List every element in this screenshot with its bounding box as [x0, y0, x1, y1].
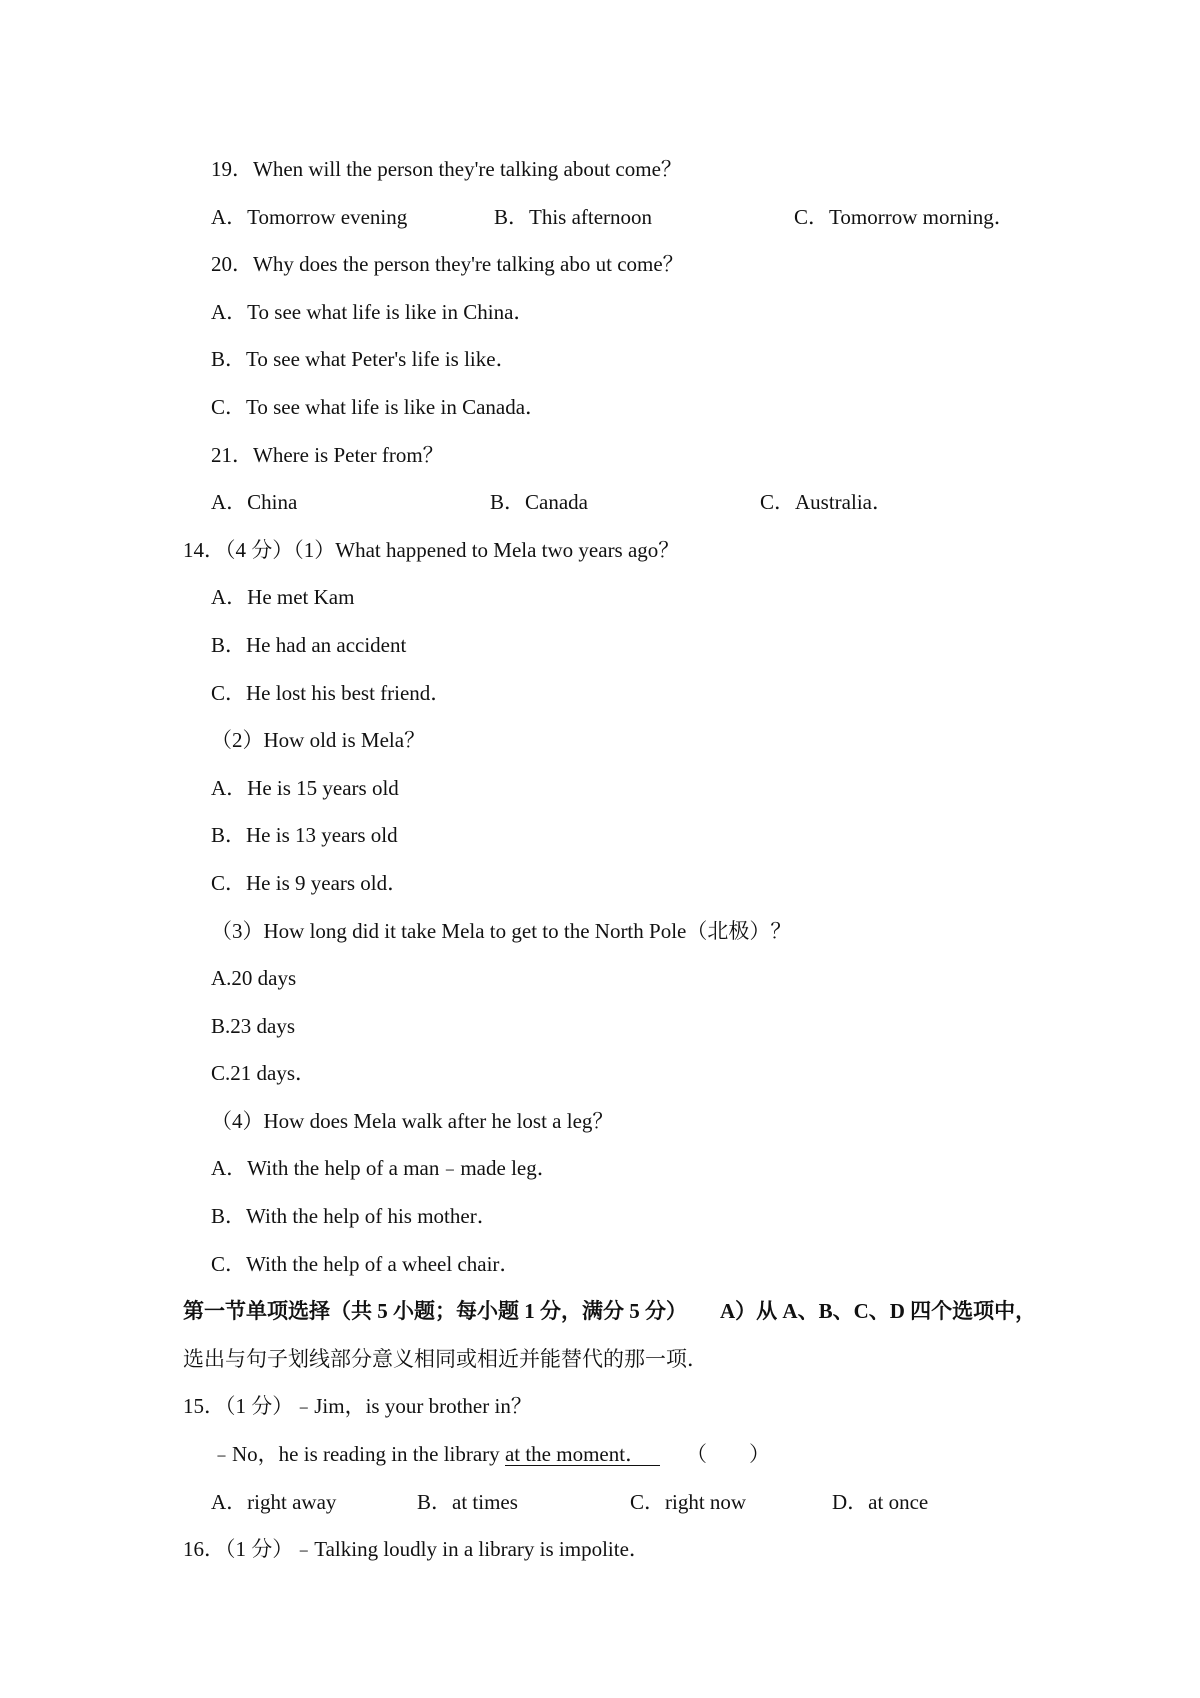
option-c: C．Tomorrow morning． — [794, 204, 1015, 229]
option-a: A．right away — [211, 1489, 337, 1514]
option-c: C．Australia． — [760, 490, 893, 515]
question-stem: （3）How long did it take Mela to get to the North Pole（北极）？ — [211, 918, 792, 943]
question-16-stem — [0, 1526, 1200, 1574]
option-c: C．He is 9 years old． — [211, 870, 409, 895]
option-c: C．To see what life is like in Canada． — [211, 394, 547, 419]
question-stem: 20．Why does the person they're talking abo ut come？ — [211, 252, 684, 277]
question-14-part-4-option-a — [0, 1145, 1200, 1193]
option-a: A．He met Kam — [211, 585, 355, 610]
question-14-part-2-option-b — [0, 812, 1200, 860]
question-14-part-4-stem — [0, 1098, 1200, 1146]
option-c: C.21 days． — [211, 1061, 316, 1086]
question-21-options — [0, 479, 1200, 527]
question-14-part-4-option-b — [0, 1193, 1200, 1241]
section-subtitle: A）从 A、B、C、D 四个选项中， — [720, 1299, 1037, 1324]
option-b: B．This afternoon — [494, 204, 653, 229]
question-stem: （2）How old is Mela？ — [211, 728, 426, 753]
option-c: C．right now — [630, 1489, 747, 1514]
question-19-options — [0, 194, 1200, 242]
option-b: B．He had an accident — [211, 632, 407, 657]
option-a: A.20 days — [211, 966, 297, 991]
question-stem: ﹣Talking loudly in a library is impolite． — [293, 1537, 650, 1562]
question-14-part-2-option-a — [0, 765, 1200, 813]
dialogue-line-2: ﹣No，he is reading in the library — [211, 1442, 505, 1467]
question-14-part-1-option-b — [0, 622, 1200, 670]
option-a: A．He is 15 years old — [211, 775, 399, 800]
question-number: 16． — [183, 1537, 225, 1562]
option-b: B．To see what Peter's life is like． — [211, 347, 517, 372]
question-19-stem — [0, 146, 1200, 194]
option-a: A．To see what life is like in China． — [211, 299, 535, 324]
option-b: B．He is 13 years old — [211, 823, 398, 848]
question-14-part-3-option-b — [0, 1003, 1200, 1051]
question-score: （4 分） — [225, 537, 294, 562]
option-a: A．With the help of a man﹣made leg． — [211, 1156, 558, 1181]
question-21-stem — [0, 432, 1200, 480]
question-14-part-3-option-a — [0, 955, 1200, 1003]
option-b: B．Canada — [490, 490, 588, 515]
question-14-part-3-stem — [0, 908, 1200, 956]
option-d: D．at once — [832, 1489, 929, 1514]
option-c: C．With the help of a wheel chair． — [211, 1251, 521, 1276]
question-number: 15． — [183, 1394, 225, 1419]
question-20-option-b — [0, 336, 1200, 384]
option-a: A．Tomorrow evening — [211, 204, 408, 229]
question-stem: 21．Where is Peter from？ — [211, 442, 444, 467]
question-score: （1 分） — [225, 1394, 294, 1419]
question-stem: 19．When will the person they're talking about come？ — [211, 157, 682, 181]
option-c: C．He lost his best friend． — [211, 680, 452, 705]
underlined-phrase: at the moment． — [505, 1443, 660, 1466]
question-20-option-a — [0, 289, 1200, 337]
question-stem: （4）How does Mela walk after he lost a leg？ — [211, 1108, 614, 1133]
dialogue-line-1: ﹣Jim，is your brother in？ — [293, 1394, 532, 1419]
question-14-part-1-option-a — [0, 574, 1200, 622]
question-14-part-1-stem — [0, 527, 1200, 575]
question-14-part-3-option-c — [0, 1050, 1200, 1098]
option-b: B．at times — [417, 1489, 518, 1514]
question-15-dialogue-2 — [0, 1431, 1200, 1479]
question-14-part-1-option-c — [0, 670, 1200, 718]
answer-blank: （ ） — [686, 1442, 770, 1467]
question-15-stem — [0, 1383, 1200, 1431]
question-stem: （1）What happened to Mela two years ago？ — [293, 537, 680, 562]
question-20-option-c — [0, 384, 1200, 432]
question-14-part-4-option-c — [0, 1241, 1200, 1289]
question-20-stem — [0, 241, 1200, 289]
section-instruction — [0, 1336, 1200, 1384]
question-number: 14． — [183, 537, 225, 562]
option-b: B.23 days — [211, 1013, 295, 1038]
option-a: A．China — [211, 490, 298, 515]
section-title: 第一节单项选择（共 5 小题；每小题 1 分，满分 5 分） — [183, 1299, 687, 1324]
question-15-options — [0, 1479, 1200, 1527]
question-score: （1 分） — [225, 1537, 294, 1562]
question-14-part-2-stem — [0, 717, 1200, 765]
section-instruction-text: 选出与句子划线部分意义相同或相近并能替代的那一项． — [183, 1346, 708, 1371]
section-heading — [0, 1288, 1200, 1336]
option-b: B．With the help of his mother． — [211, 1204, 498, 1229]
question-14-part-2-option-c — [0, 860, 1200, 908]
